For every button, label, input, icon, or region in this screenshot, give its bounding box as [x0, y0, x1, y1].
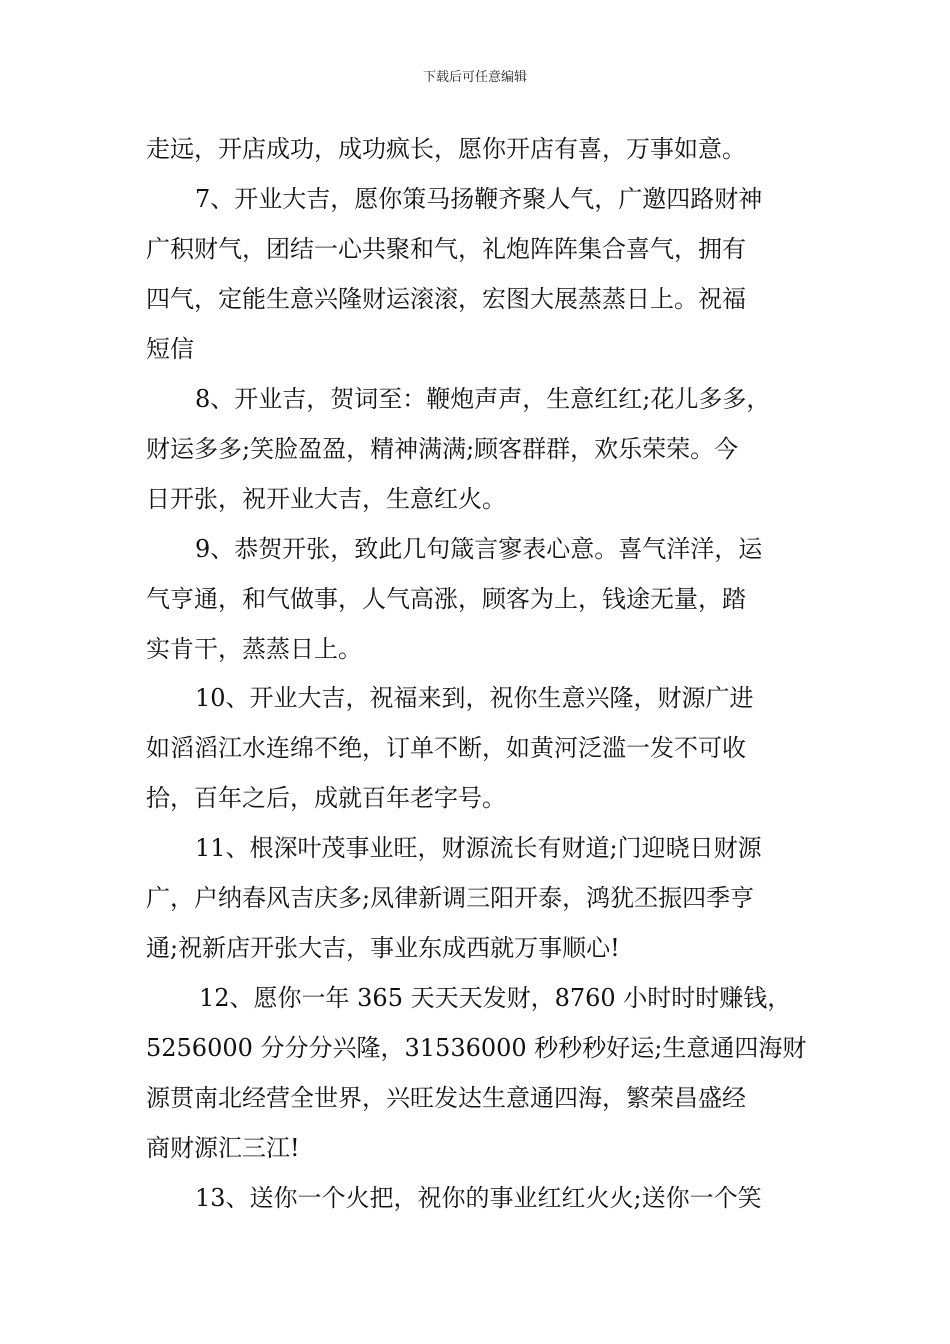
text-line: 10、开业大吉，祝福来到，祝你生意兴隆，财源广进	[195, 684, 754, 712]
text-line: 通;祝新店开张大吉，事业东成西就万事顺心!	[146, 934, 620, 962]
text-line: 短信	[146, 335, 194, 363]
text-line: 12、愿你一年 365 天天天发财，8760 小时时时赚钱，	[199, 984, 792, 1012]
text-line: 9、恭贺开张，致此几句箴言寥表心意。喜气洋洋，运	[195, 535, 763, 563]
text-line: 走远，开店成功，成功疯长，愿你开店有喜，万事如意。	[146, 135, 746, 163]
text-line: 5256000 分分分兴隆，31536000 秒秒秒好运;生意通四海财	[146, 1034, 807, 1062]
text-line: 7、开业大吉，愿你策马扬鞭齐聚人气，广邀四路财神	[195, 185, 763, 213]
text-line: 8、开业吉，贺词至：鞭炮声声，生意红红;花儿多多，	[195, 385, 771, 413]
text-line: 广积财气，团结一心共聚和气，礼炮阵阵集合喜气，拥有	[146, 235, 746, 263]
text-line: 13、送你一个火把，祝你的事业红红火火;送你一个笑	[195, 1184, 762, 1212]
text-line: 财运多多;笑脸盈盈，精神满满;顾客群群，欢乐荣荣。今	[146, 435, 739, 463]
text-line: 实肯干，蒸蒸日上。	[146, 635, 362, 663]
text-line: 四气，定能生意兴隆财运滚滚，宏图大展蒸蒸日上。祝福	[146, 285, 746, 313]
text-line: 源贯南北经营全世界，兴旺发达生意通四海，繁荣昌盛经	[146, 1084, 746, 1112]
text-line: 11、根深叶茂事业旺，财源流长有财道;门迎晓日财源	[195, 834, 762, 862]
page-header: 下载后可任意编辑	[422, 70, 527, 85]
text-line: 日开张，祝开业大吉，生意红火。	[146, 485, 506, 513]
text-line: 如滔滔江水连绵不绝，订单不断，如黄河泛滥一发不可收	[146, 734, 746, 762]
text-line: 拾，百年之后，成就百年老字号。	[146, 784, 506, 812]
text-line: 广，户纳春风吉庆多;凤律新调三阳开泰，鸿犹丕振四季亨	[146, 884, 755, 912]
text-line: 商财源汇三江!	[146, 1134, 300, 1162]
text-line: 气亨通，和气做事，人气高涨，顾客为上，钱途无量，踏	[146, 585, 746, 613]
